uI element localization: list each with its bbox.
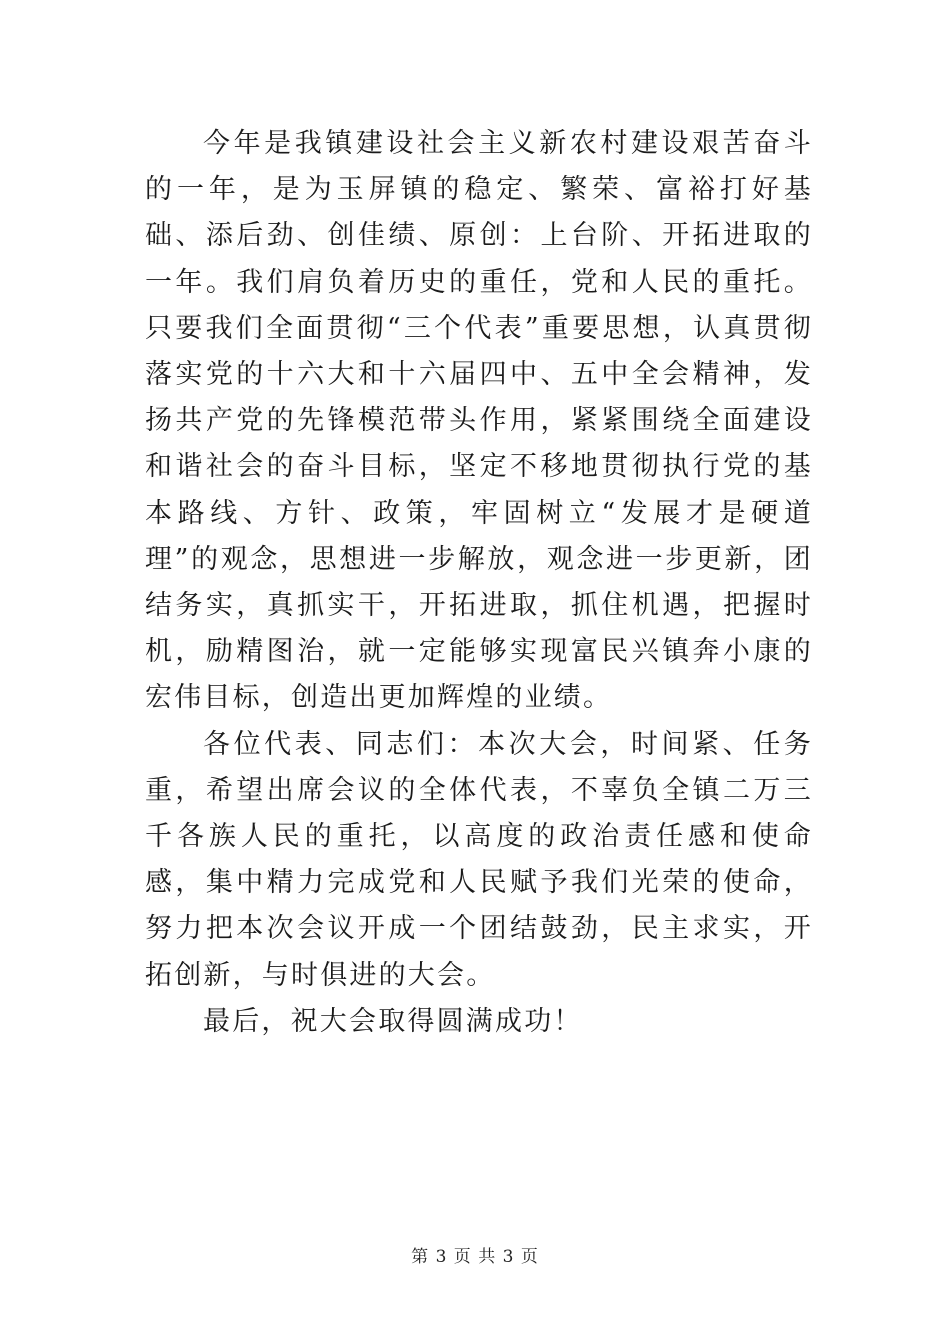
document-body: [145, 121, 813, 1045]
paragraph-final-wish: 最后，祝大会取得圆满成功！: [203, 1005, 583, 1037]
paragraph-closing-remarks: 今年是我镇建设社会主义新农村建设艰苦奋斗的一年，是为玉屏镇的稳定、繁荣、富裕打好基础、添后劲、创佳绩、原创：上台阶、开拓进取的一年。我们肩负着历史的重任，党和人民的重托。只要我们全面贯彻“三个代表”重要思想，认真贯彻落实党的十六大和十六届四中、五中全会精神，发扬共产党的先锋模范带头作用，紧紧围绕全面建设和谐社会的奋斗目标，坚定不移地贯彻执行党的基本路线、方针、政策，牢固树立“发展才是硬道理”的观念，思想进一步解放，观念进一步更新，团结务实，真抓实干，开拓进取，抓住机遇，把握时机，励精图治，就一定能够实现富民兴镇奔小康的宏伟目标，创造出更加辉煌的业绩。: [145, 128, 813, 714]
paragraph-address-delegates: 各位代表、同志们：本次大会，时间紧、任务重，希望出席会议的全体代表，不辜负全镇二万三千各族人民的重托，以高度的政治责任感和使命感，集中精力完成党和人民赋予我们光荣的使命，努力把本次会议开成一个团结鼓劲，民主求实，开拓创新，与时俱进的大会。: [145, 728, 813, 991]
page-footer: 第 3 页 共 3 页: [411, 1247, 539, 1267]
